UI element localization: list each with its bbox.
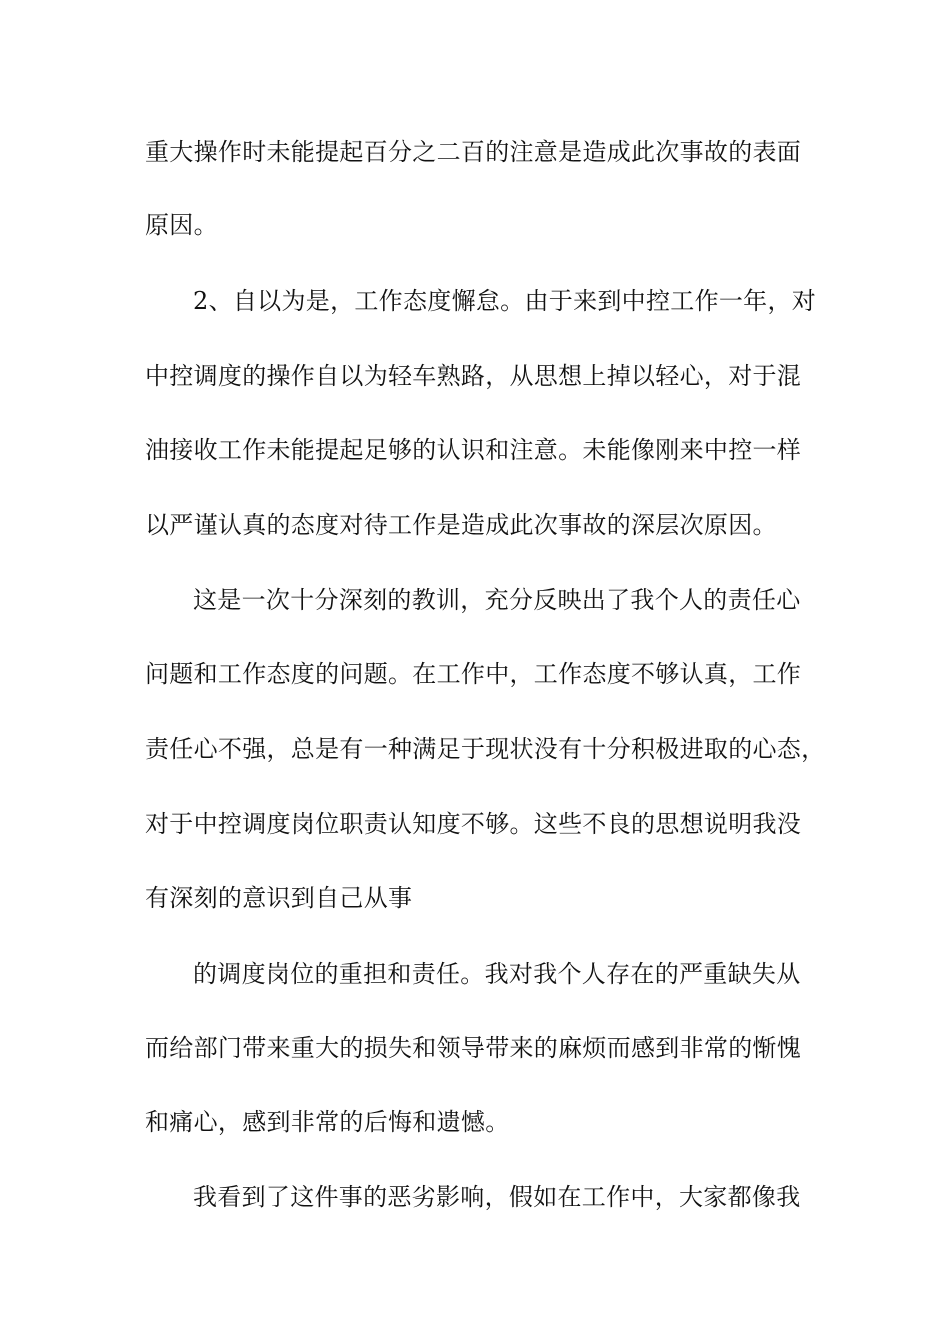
paragraph-4-start: 的调度岗位的重担和责任。我对我个人存在的严重缺失从 (193, 960, 801, 988)
paragraph-3-start: 这是一次十分深刻的教训，充分反映出了我个人的责任心 (193, 586, 801, 614)
text-line-13: 而给部门带来重大的损失和领导带来的麻烦而感到非常的惭愧 (145, 1034, 802, 1062)
paragraph-2-start: 2、自以为是，工作态度懈怠。由于来到中控工作一年，对 (193, 287, 817, 315)
paragraph-5-start: 我看到了这件事的恶劣影响，假如在工作中，大家都像我 (193, 1183, 801, 1211)
text-line-1: 重大操作时未能提起百分之二百的注意是造成此次事故的表面 (145, 138, 802, 166)
text-line-9: 责任心不强，总是有一种满足于现状没有十分积极进取的心态， (145, 735, 826, 763)
text-line-14: 和痛心，感到非常的后悔和遗憾。 (145, 1108, 510, 1136)
text-line-6: 以严谨认真的态度对待工作是造成此次事故的深层次原因。 (145, 511, 777, 539)
text-line-8: 问题和工作态度的问题。在工作中，工作态度不够认真，工作 (145, 660, 802, 688)
text-line-10: 对于中控调度岗位职责认知度不够。这些不良的思想说明我没 (145, 810, 802, 838)
text-line-4: 中控调度的操作自以为轻车熟路，从思想上掉以轻心，对于混 (145, 362, 802, 390)
text-line-5: 油接收工作未能提起足够的认识和注意。未能像刚来中控一样 (145, 436, 802, 464)
text-line-11: 有深刻的意识到自己从事 (145, 884, 413, 912)
text-line-2: 原因。 (145, 211, 218, 239)
